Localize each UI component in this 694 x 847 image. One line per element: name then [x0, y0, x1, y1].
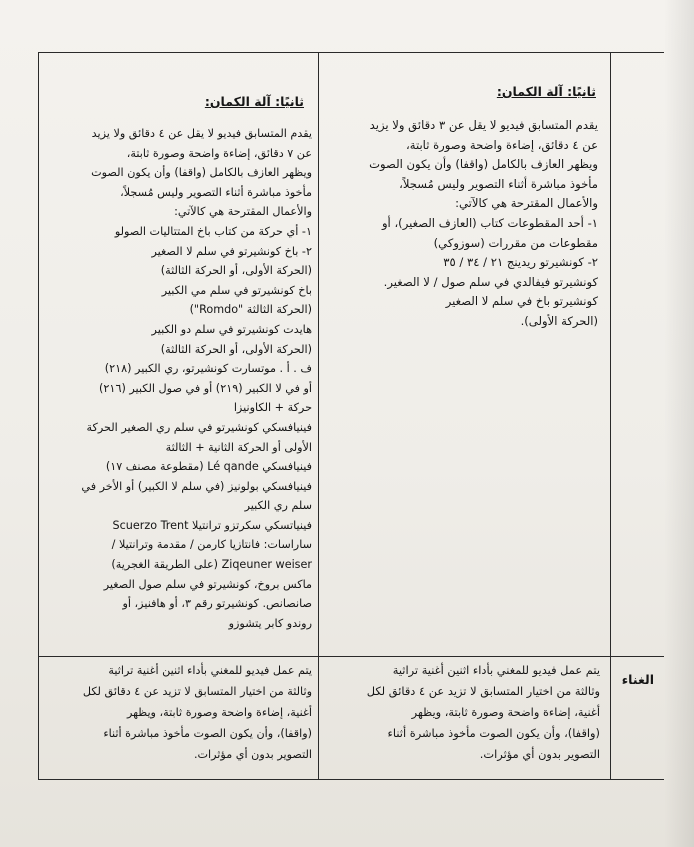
text-line: عن ٧ دقائق، إضاءة واضحة وصورة ثابتة،	[126, 146, 312, 160]
text-line: فينيافسكي بولونيز (في سلم لا الكبير) أو الأخر في	[81, 479, 312, 493]
text-line: والأعمال المقترحة هي كالآتي:	[455, 196, 598, 211]
text-line: ماكس بروخ، كونشيرتو في سلم صول الصغير	[103, 577, 312, 591]
text-line: (واقفا)، وأن يكون الصوت مأخوذ مباشرة أثناء	[103, 727, 312, 740]
singing-left-text	[46, 660, 312, 772]
text-line: (الحركة الأولى).	[520, 313, 598, 328]
right-column-text	[328, 116, 598, 346]
text-line: التصوير بدون أي مؤثرات.	[479, 747, 600, 761]
text-line: سلم ري الكبير	[244, 499, 312, 513]
text-line: هايدت كونشيرتو في سلم دو الكبير	[151, 322, 312, 336]
text-line: والأعمال المقترحة هي كالآتي:	[174, 205, 312, 219]
text-line: يقدم المتسابق فيديو لا يقل عن ٤ دقائق ولا يزيد	[91, 127, 312, 140]
text-line: يقدم المتسابق فيديو لا يقل عن ٣ دقائق ولا يزيد	[369, 118, 598, 132]
text-line: ٢- كونشيرتو ريدينج ٢١ / ٣٤ / ٣٥	[443, 255, 598, 270]
page-fold-shadow	[664, 0, 694, 847]
text-line: فينياتسكي سكرتزو ترانتيلا Scuerzo Trent	[112, 518, 312, 532]
text-line: ف . أ . موتسارت كونشيرتو، ري الكبير (٢١٨)	[104, 362, 312, 376]
text-line: التصوير بدون أي مؤثرات.	[193, 748, 312, 761]
text-line: كونشيرتو باخ في سلم لا الصغير	[445, 294, 598, 309]
text-line: عن ٤ دقائق، إضاءة واضحة وصورة ثابتة،	[405, 137, 598, 152]
text-line: أغنية، إضاءة واضحة وصورة ثابتة، ويظهر	[411, 705, 600, 719]
text-line: صانصانص. كونشيرتو رقم ٣، أو هافنيز، أو	[122, 597, 312, 611]
text-line: كونشيرتو فيفالدي في سلم صول / لا الصغير.	[383, 274, 598, 289]
text-line: ويظهر العازف بالكامل (واقفا) وأن يكون الصوت	[369, 157, 598, 172]
text-line: فينيافسكي Lé qande (مقطوعة مصنف ١٧)	[105, 460, 312, 474]
text-line: (الحركة الأولى، أو الحركة الثالثة)	[160, 342, 312, 356]
text-line: مأخوذ مباشرة أثناء التصوير وليس مُسجلاً،	[120, 185, 312, 199]
text-line: حركة + الكاونيزا	[233, 401, 312, 415]
text-line: وثالثة من اختيار المتسابق لا تزيد عن ٤ دقائق لكل	[366, 684, 600, 698]
text-line: أغنية، إضاءة واضحة وصورة ثابتة، ويظهر	[126, 706, 312, 719]
left-column-heading: ثانيًا: آلة الكمان:	[204, 94, 304, 109]
text-line: يتم عمل فيديو للمغني بأداء اثنين أغنية تراثية	[108, 664, 312, 677]
text-line: باخ كونشيرتو في سلم مي الكبير	[161, 283, 312, 297]
text-line: فينيافسكي كونشيرتو في سلم ري الصغير الحركة	[86, 420, 312, 434]
text-line: (الحركة الثالثة "Romdo")	[189, 303, 312, 317]
text-line: مأخوذ مباشرة أثناء التصوير وليس مُسجلاً،	[399, 176, 598, 191]
text-line: ١- أحد المقطوعات كتاب (العازف الصغير)، أو	[381, 215, 598, 230]
text-line: ويظهر العازف بالكامل (واقفا) وأن يكون الصوت	[91, 166, 312, 180]
text-line: ٢- باخ كونشيرتو في سلم لا الصغير	[151, 244, 312, 258]
text-line: روندو كابر يتشوزو	[228, 616, 312, 630]
row-divider	[38, 656, 664, 657]
singing-row-label: الغناء	[621, 672, 654, 687]
text-line: ١- أي حركة من كتاب باخ المتتاليات الصولو	[114, 224, 312, 238]
right-column-heading: ثانيًا: آلة الكمان:	[496, 84, 596, 99]
label-column-divider	[610, 52, 611, 780]
text-line: ساراسات: فانتازيا كارمن / مقدمة وترانتيلا /	[111, 538, 312, 552]
column-divider	[318, 52, 319, 780]
text-line: أو في لا الكبير (٢١٩) أو في صول الكبير (٢١٦)	[99, 381, 312, 395]
text-line: وثالثة من اختيار المتسابق لا تزيد عن ٤ دقائق لكل	[82, 685, 312, 698]
text-line: مقطوعات من مقررات (سوزوكي)	[433, 235, 598, 250]
text-line: (واقفا)، وأن يكون الصوت مأخوذ مباشرة أثناء	[387, 726, 600, 740]
text-line: الأولى أو الحركة الثانية + الثالثة	[165, 440, 312, 454]
text-line: يتم عمل فيديو للمغني بأداء اثنين أغنية تراثية	[392, 663, 600, 677]
singing-right-text	[328, 660, 600, 772]
text-line: Ziqeuner weiser (على الطريقة الغجرية)	[111, 558, 312, 572]
left-column-text	[46, 124, 312, 654]
text-line: (الحركة الأولى، أو الحركة الثالثة)	[160, 264, 312, 278]
